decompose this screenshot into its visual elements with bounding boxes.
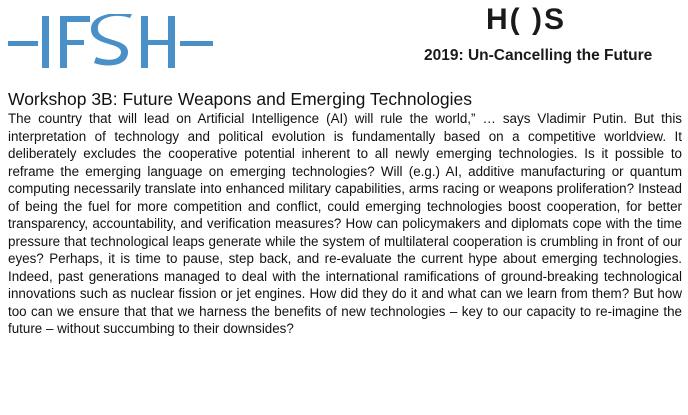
ifsh-logo-graphic: [8, 14, 213, 72]
workshop-description: The country that will lead on Artificial Intelligence (AI) will rule the world,” … says Vladimir Putin. But this interpretation of technology and political evolution is fundamentally based on a competitive worldview. It deliberately excludes the cooperative potential inherent to all newly emerging technologies. Is it possible to reframe the emerging language on emerging technologies? Will (e.g.) AI, additive manufacturing or quantum computing necessarily translate into enhanced military capabilities, arms racing or weapons proliferation? Instead of being the fuel for more competition and conflict, could emerging technologies boost cooperation, for better transparency, accountability, and verification measures? How can policymakers and diplomats cope with the time pressure that technological leaps generate while the system of multilateral cooperation is crumbling in front of our eyes? Perhaps, it is time to pause, step back, and re-evaluate the current hype about emerging technologies. Indeed, past generations managed to deal with the international ramifications of ground-breaking technological innovations such as nuclear fission or jet engines. How did they do it and what can we learn from them? But how too can we ensure that that we harness the benefits of new technologies – key to our capacity to re-imagine the future – without succumbing to their downsides?: [8, 111, 682, 336]
conference-title: 2019: Un-Cancelling the Future: [424, 47, 653, 64]
ifsh-logo: [8, 14, 213, 72]
event-logo: H( )S: [486, 3, 566, 36]
workshop-title: Workshop 3B: Future Weapons and Emerging Technologies: [8, 89, 473, 109]
